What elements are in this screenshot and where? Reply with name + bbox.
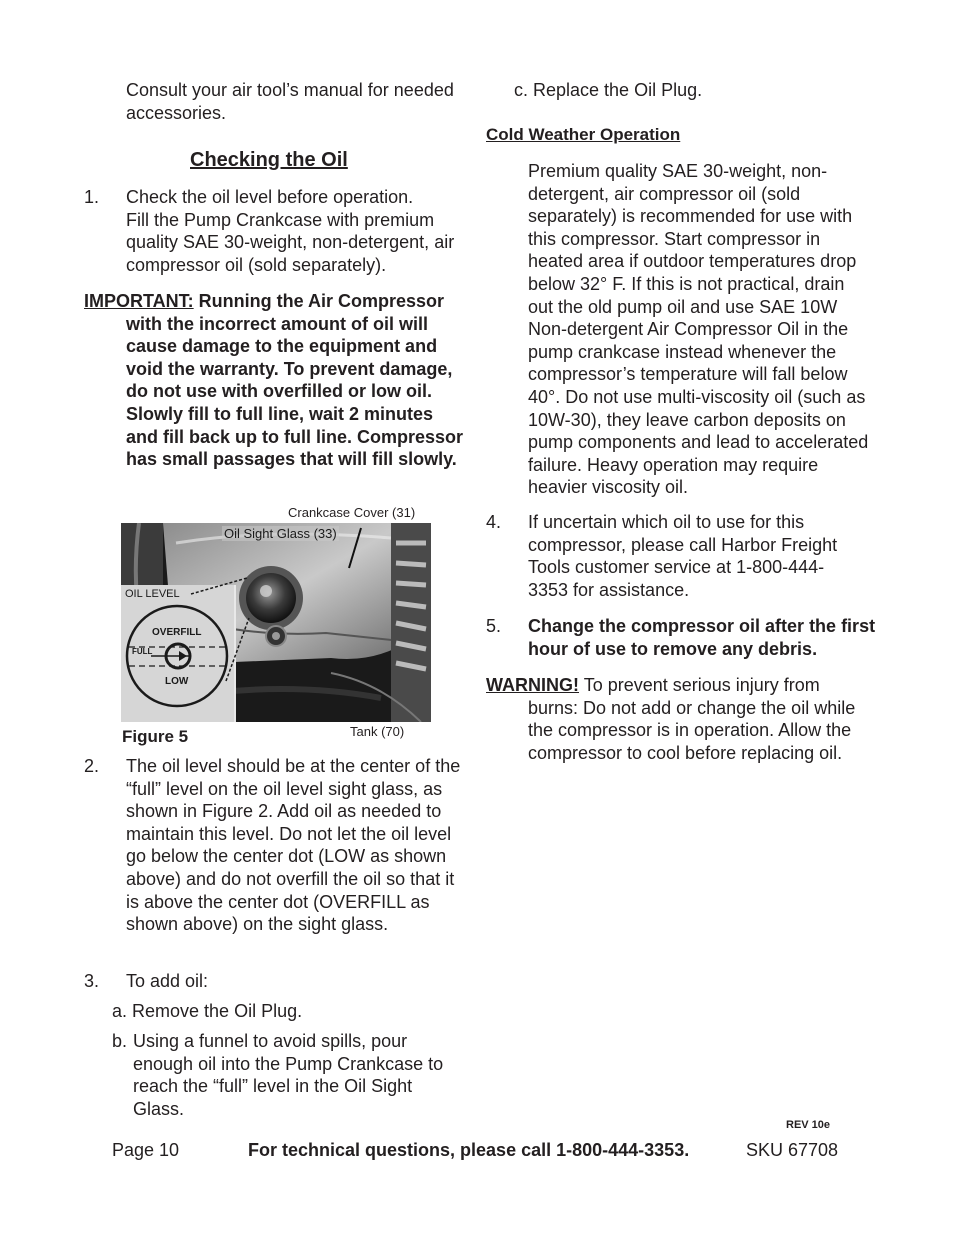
label-crankcase-cover: Crankcase Cover (31): [288, 505, 416, 520]
warning-label: WARNING!: [486, 675, 579, 695]
figure-caption: Figure 5: [122, 727, 189, 746]
warning-notice: [486, 674, 881, 764]
step-3-text: To add oil:: [126, 971, 209, 991]
figure-illustration: [121, 523, 431, 722]
step-3b-marker: b.: [112, 1031, 128, 1051]
cold-weather-text: Premium quality SAE 30-weight, non-detergent, air compressor oil (sold separately) is recommended for use with this compressor. Start compressor in heated area if outdoor temperatures drop below 32° F. If this is not practical, drain out the old pump oil and use SAE 10W Non-detergent Air Compressor Oil in the pump crankcase instead whenever the compressor’s temperature will fall below 40°. Do not use multi-viscosity oil (such as 10W-30), they leave carbon deposits on pump components and lead to accelerated failure. Heavy operation may require heavier viscosity oil.: [528, 161, 869, 498]
label-overfill: OVERFILL: [152, 627, 202, 638]
label-oil-level: OIL LEVEL: [125, 588, 180, 600]
step-5-number: 5.: [486, 616, 502, 636]
step-3a: a. Remove the Oil Plug.: [112, 1001, 303, 1021]
step-3-number: 3.: [84, 971, 100, 991]
step-1-number: 1.: [84, 187, 100, 207]
step-4-number: 4.: [486, 512, 502, 532]
step-3c: c. Replace the Oil Plug.: [514, 80, 703, 100]
intro-text: Consult your air tool’s manual for needed accessories.: [126, 80, 454, 123]
label-tank: Tank (70): [350, 724, 405, 739]
warning-text1: To prevent serious injury from: [583, 675, 820, 695]
step-2-number: 2.: [84, 756, 100, 776]
important-text1: Running the Air Compressor: [198, 291, 445, 311]
cold-weather-title: Cold Weather Operation: [486, 125, 681, 144]
step-1-line1: Check the oil level before operation.: [126, 187, 414, 207]
tech-support-line: For technical questions, please call 1-800-444-3353.: [248, 1140, 690, 1160]
step-1-body: Fill the Pump Crankcase with premium quality SAE 30-weight, non-detergent, air compressor oil (sold separately).: [126, 209, 455, 275]
important-text2: with the incorrect amount of oil will cause damage to the equipment and void the warranty. To prevent damage, do not use with overfilled or low oil. Slowly fill to full line, wait 2 minutes and fill back up to full line. Compressor has small passages that will fill slowly.: [126, 313, 464, 470]
label-low: LOW: [165, 676, 189, 687]
warning-text2: burns: Do not add or change the oil while the compressor is in operation. Allow the compressor to cool before replacing oil.: [528, 697, 856, 763]
step-4-text: If uncertain which oil to use for this compressor, please call Harbor Freight Tools customer service at 1-800-444-3353 for assistance.: [528, 512, 838, 600]
page-number: Page 10: [112, 1140, 180, 1160]
label-full: FULL: [132, 647, 153, 656]
step-3b: Using a funnel to avoid spills, pour enough oil into the Pump Crankcase to reach the “full” level in the Oil Sight Glass.: [133, 1031, 444, 1119]
important-notice: [84, 290, 464, 471]
important-label: IMPORTANT:: [84, 291, 194, 311]
section-title: Checking the Oil: [190, 149, 348, 171]
step-5-text: Change the compressor oil after the first hour of use to remove any debris.: [528, 616, 876, 659]
revision-label: REV 10e: [786, 1119, 831, 1131]
step-2-text: The oil level should be at the center of the “full” level on the oil level sight glass, as shown in Figure 2. Add oil as needed to maintain this level. Do not let the oil level go below the center dot (LOW as shown above) and do not overfill the oil so that it is above the center dot (OVERFILL as shown above) on the sight glass.: [126, 756, 461, 935]
step-1-text: [126, 186, 471, 276]
sku-number: SKU 67708: [746, 1140, 839, 1160]
oil-sight-glass-figure: [121, 523, 431, 722]
label-oil-sight-glass: Oil Sight Glass (33): [224, 526, 337, 541]
